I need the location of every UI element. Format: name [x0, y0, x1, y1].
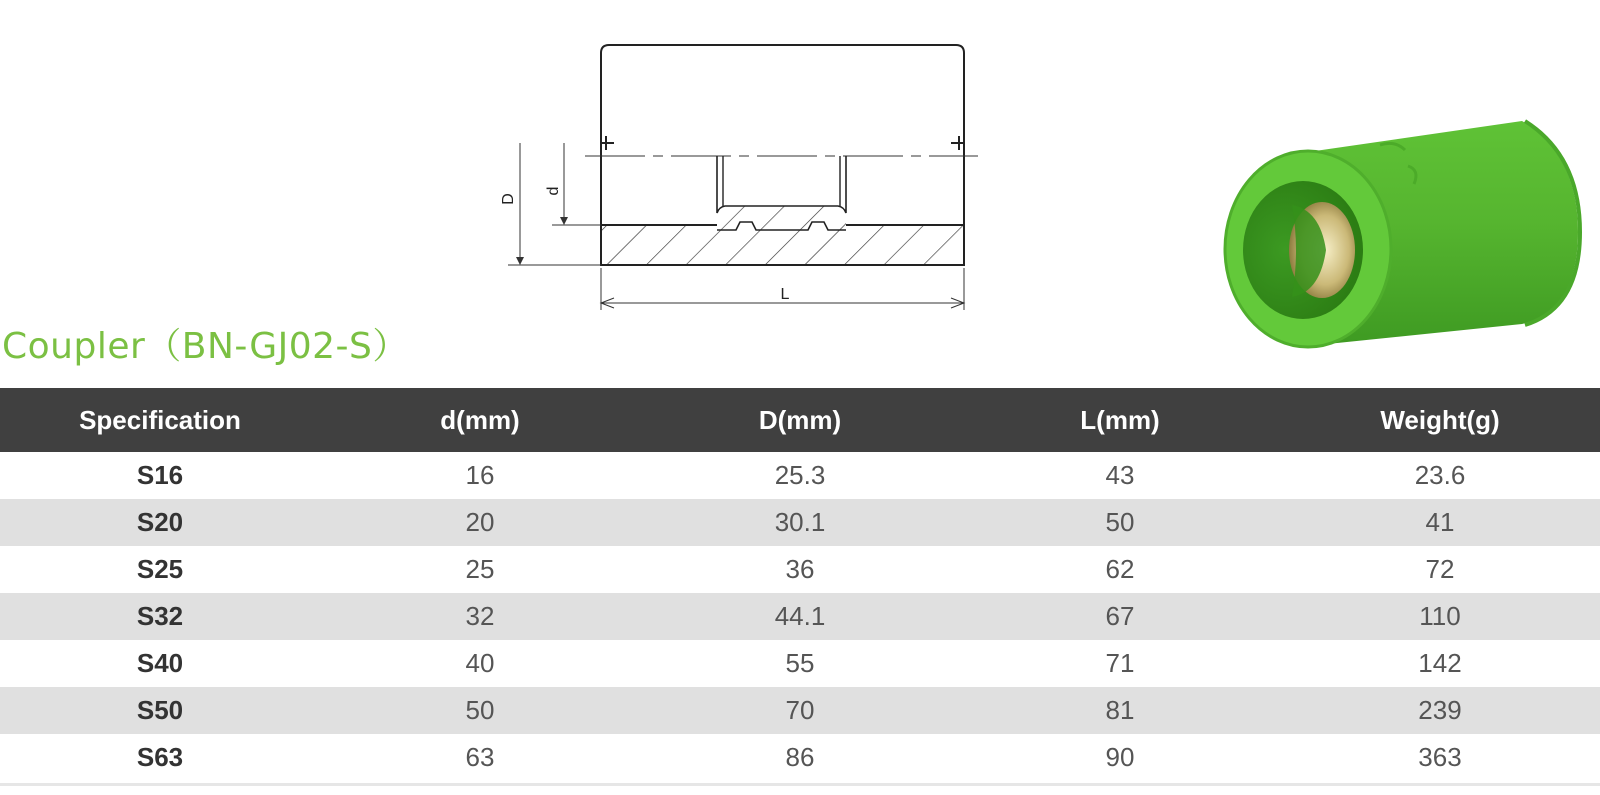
cell-d: 40 — [465, 648, 495, 678]
cell-specification: S32 — [0, 593, 320, 640]
cell-L: 67 — [960, 593, 1280, 640]
header-D: D(mm) — [640, 388, 960, 452]
cell-D: 30.1 — [640, 499, 960, 546]
specification-table — [0, 388, 1600, 781]
table-row — [0, 640, 1600, 687]
table-row — [0, 687, 1600, 734]
cell-weight: 239 — [1280, 687, 1600, 734]
cell-specification: S40 — [136, 648, 184, 678]
cell-specification: S20 — [0, 499, 320, 546]
product-title: Coupler（BN-GJ02-S） — [2, 326, 409, 367]
header-weight: Weight(g) — [1280, 388, 1600, 452]
dimension-label-D: D — [500, 193, 517, 205]
cell-L: 81 — [960, 687, 1280, 734]
cell-d: 16 — [465, 460, 495, 490]
cell-weight: 142 — [1418, 648, 1462, 678]
dimension-label-L: L — [780, 286, 790, 303]
insert-profile — [717, 156, 846, 213]
cell-D: 36 — [785, 554, 815, 584]
cell-specification: S25 — [136, 554, 184, 584]
cell-d: 25 — [465, 554, 495, 584]
table-row — [0, 452, 1600, 499]
header-d: d(mm) — [320, 388, 640, 452]
cell-D: 44.1 — [640, 593, 960, 640]
dimension-label-d: d — [545, 186, 562, 196]
cell-weight: 363 — [1418, 742, 1462, 772]
header-specification: Specification — [0, 388, 320, 452]
cell-D: 25.3 — [774, 460, 826, 490]
cell-d: 50 — [320, 687, 640, 734]
table-header-row — [0, 388, 1600, 452]
table-row — [0, 546, 1600, 593]
coupler-product-image — [1225, 121, 1580, 347]
section-hatching — [601, 206, 964, 265]
cell-weight: 41 — [1280, 499, 1600, 546]
cell-D: 70 — [640, 687, 960, 734]
cell-weight: 72 — [1425, 554, 1455, 584]
cell-weight: 23.6 — [1414, 460, 1466, 490]
table-row — [0, 593, 1600, 640]
cell-weight: 110 — [1280, 593, 1600, 640]
table-row — [0, 734, 1600, 781]
cell-d: 63 — [465, 742, 495, 772]
cell-specification: S63 — [136, 742, 184, 772]
cell-specification: S50 — [0, 687, 320, 734]
cell-D: 55 — [785, 648, 815, 678]
cell-d: 20 — [320, 499, 640, 546]
cell-L: 90 — [1105, 742, 1135, 772]
cell-L: 43 — [1105, 460, 1135, 490]
cell-D: 86 — [785, 742, 815, 772]
cell-d: 32 — [320, 593, 640, 640]
cell-L: 62 — [1105, 554, 1135, 584]
table-row — [0, 499, 1600, 546]
cell-L: 50 — [960, 499, 1280, 546]
cell-specification: S16 — [136, 460, 184, 490]
header-L: L(mm) — [960, 388, 1280, 452]
bottom-divider — [0, 783, 1600, 786]
cell-L: 71 — [1105, 648, 1135, 678]
